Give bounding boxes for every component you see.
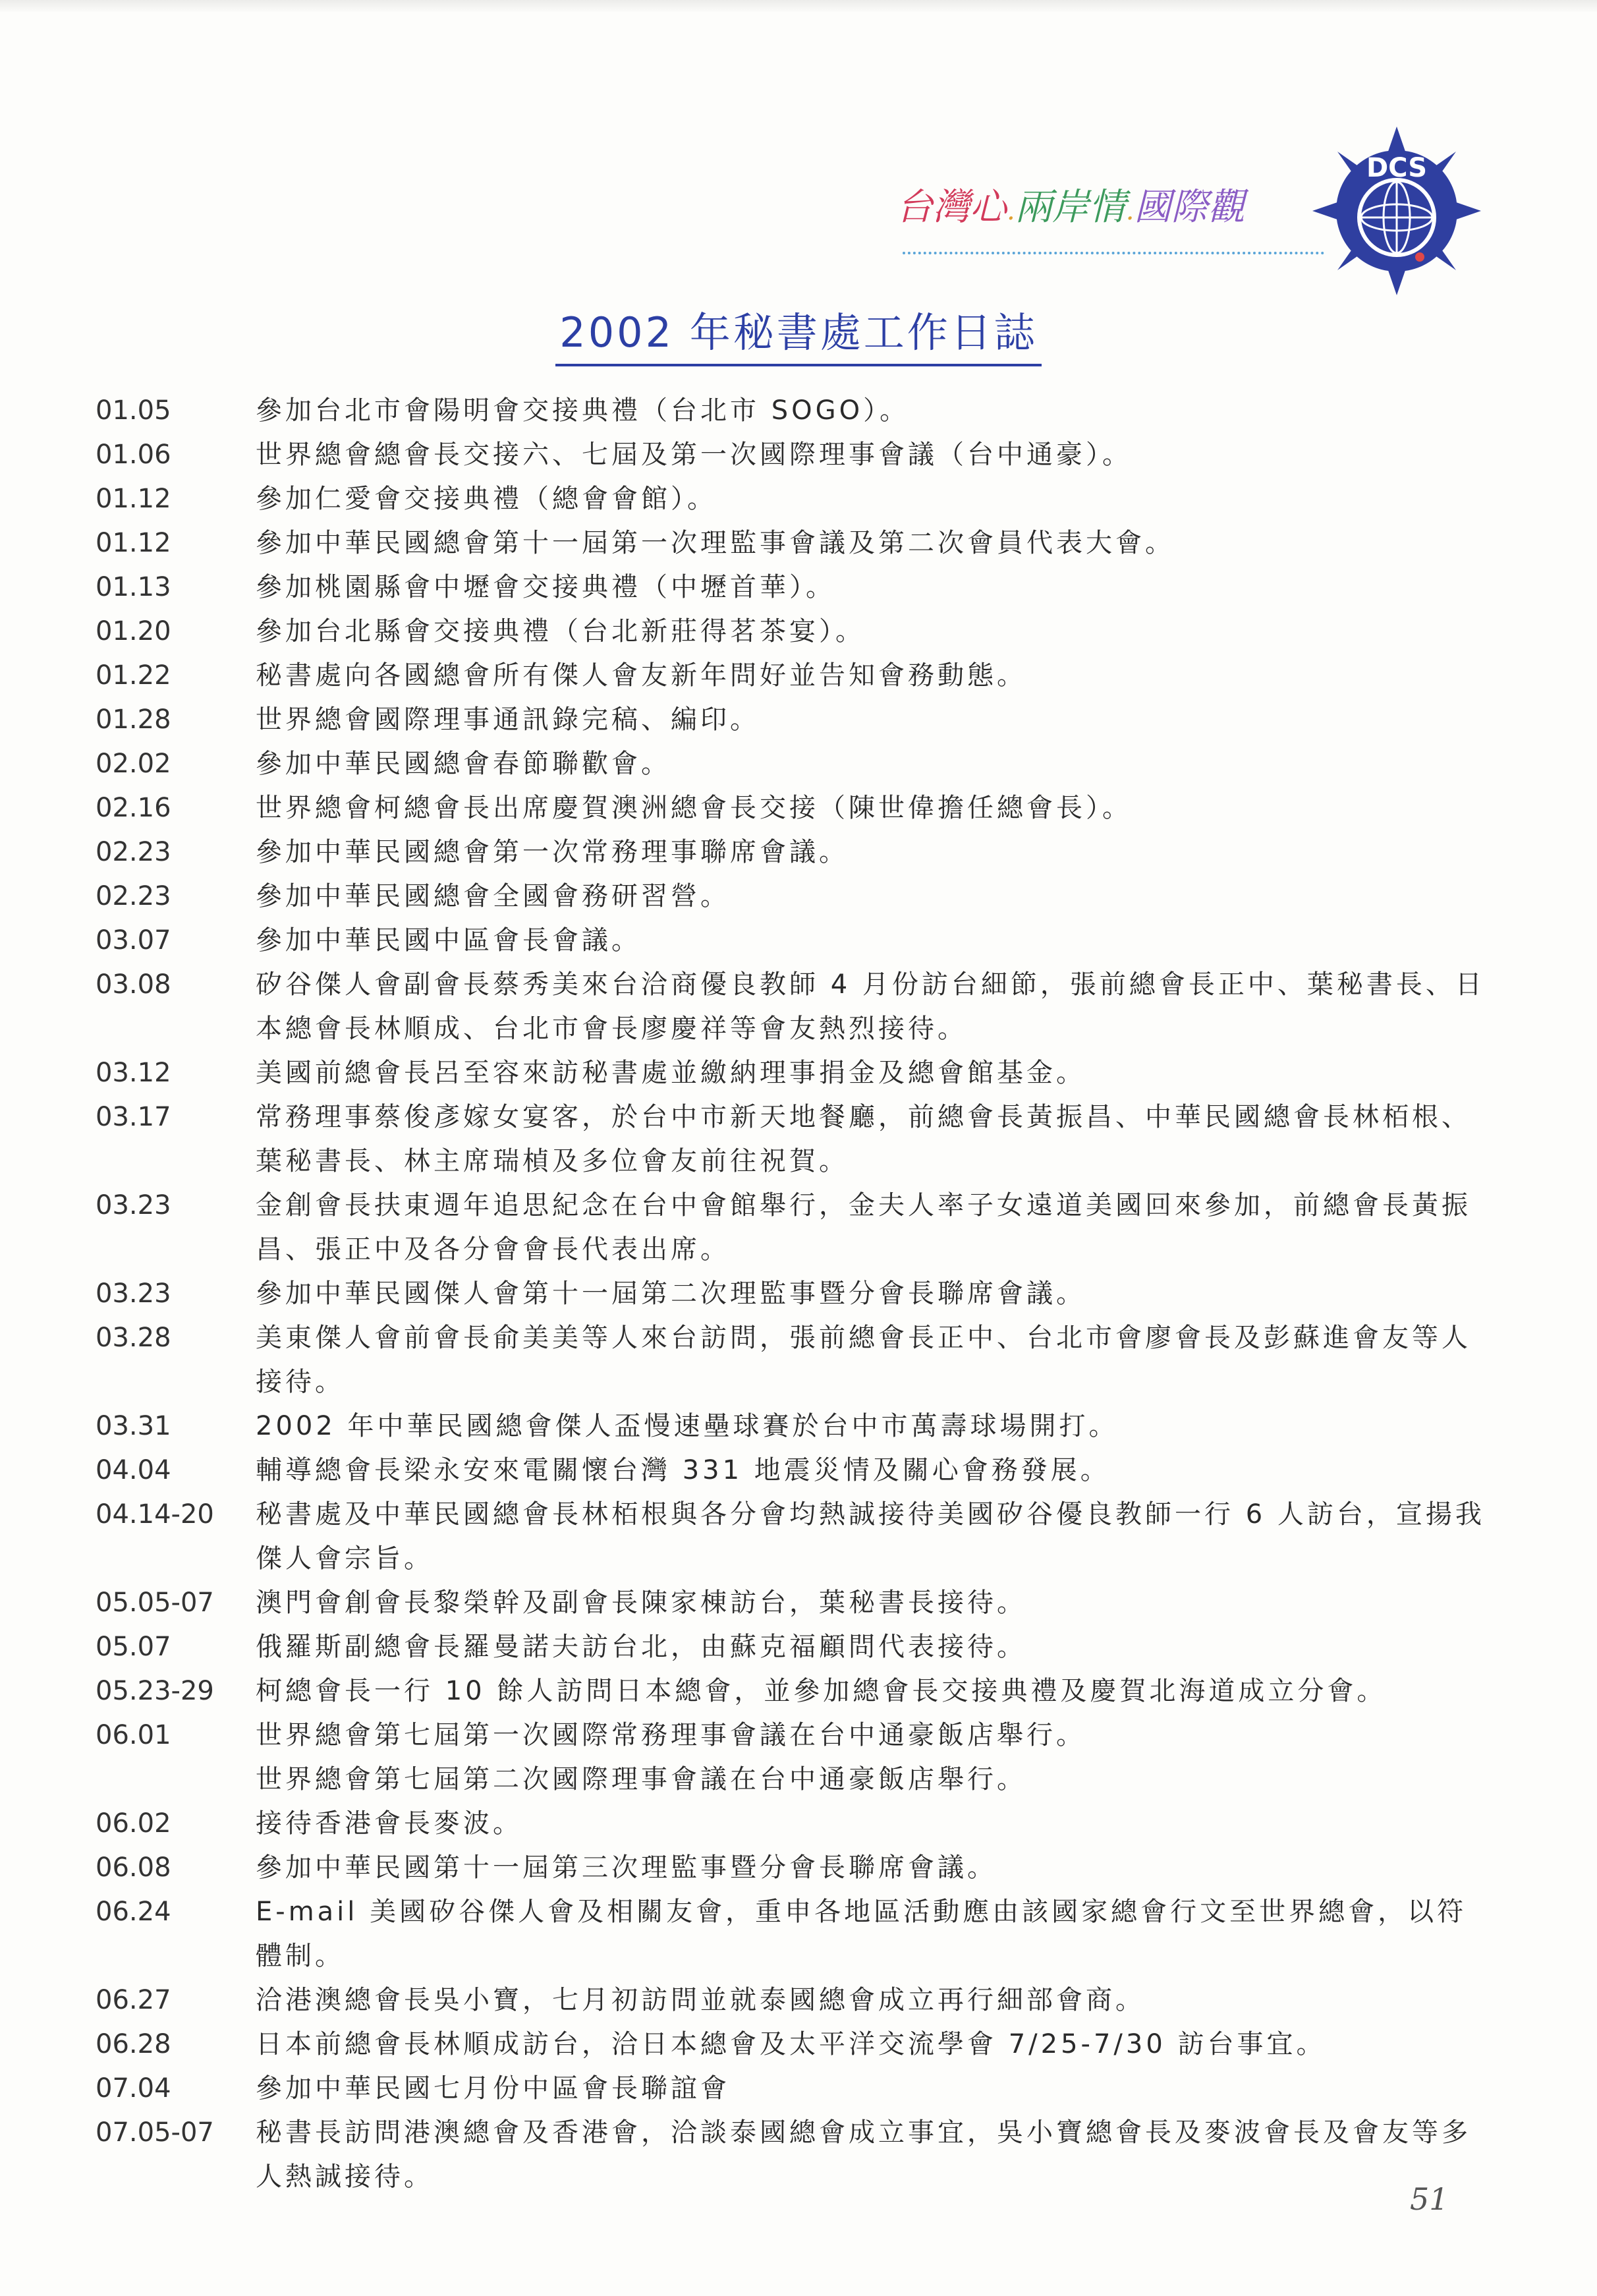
log-entry: [96, 1669, 1486, 1713]
entry-date: 03.23: [96, 1190, 171, 1220]
log-entry: [96, 1758, 1486, 1802]
page-title-text: 2002 年秘書處工作日誌: [555, 300, 1042, 366]
log-entry: [96, 1802, 1486, 1846]
entry-text: 參加中華民國總會全國會務研習營。: [256, 881, 730, 911]
entry-date: 03.23: [96, 1278, 171, 1309]
page-number: 51: [1410, 2181, 1449, 2217]
entry-text: 秘書長訪問港澳總會及香港會，洽談泰國總會成立事宜，吳小寶總會長及麥波會長及會友等多人熱誠接待。: [256, 2117, 1471, 2192]
log-entry: [96, 2067, 1486, 2111]
entry-text: 俄羅斯副總會長羅曼諾夫訪台北，由蘇克福顧問代表接待。: [256, 1632, 1026, 1662]
entry-text: 參加中華民國總會春節聯歡會。: [256, 749, 671, 779]
entry-text: 參加仁愛會交接典禮（總會會館）。: [256, 484, 717, 514]
entry-text: 參加台北縣會交接典禮（台北新莊得茗茶宴）。: [256, 616, 865, 646]
log-entry: [96, 654, 1486, 698]
entry-date: 02.23: [96, 881, 171, 911]
entry-date: 05.07: [96, 1632, 171, 1662]
entry-text: 世界總會第七屆第二次國際理事會議在台中通豪飯店舉行。: [256, 1764, 1026, 1794]
log-entry: [96, 830, 1486, 875]
log-entry: [96, 1449, 1486, 1493]
entry-text: 洽港澳總會長吳小寶，七月初訪問並就泰國總會成立再行細部會商。: [256, 1985, 1145, 2015]
entry-date: 05.05-07: [96, 1588, 214, 1618]
entry-date: 04.14-20: [96, 1499, 214, 1530]
entry-text: 參加中華民國傑人會第十一屆第二次理監事暨分會長聯席會議。: [256, 1278, 1086, 1309]
log-entry: [96, 1051, 1486, 1095]
entry-text: 日本前總會長林順成訪台，洽日本總會及太平洋交流學會 7/25-7/30 訪台事宜。: [256, 2029, 1326, 2059]
entry-text: 參加桃園縣會中壢會交接典禮（中壢首華）。: [256, 572, 835, 602]
page-header: [870, 99, 1528, 297]
entry-date: 06.28: [96, 2029, 171, 2059]
entry-date: 01.28: [96, 704, 171, 735]
entry-date: 06.08: [96, 1852, 171, 1883]
entry-date: 01.13: [96, 572, 171, 602]
log-entry: [96, 389, 1486, 433]
entry-date: 06.27: [96, 1985, 171, 2015]
entry-text: 世界總會柯總會長出席慶賀澳洲總會長交接（陳世偉擔任總會長）。: [256, 793, 1132, 823]
entry-date: 03.07: [96, 925, 171, 956]
entry-date: 04.04: [96, 1455, 171, 1485]
entry-date: 03.31: [96, 1411, 171, 1441]
entry-date: 01.20: [96, 616, 171, 646]
entry-text: 矽谷傑人會副會長蔡秀美來台洽商優良教師 4 月份訪台細節，張前總會長正中、葉秘書長、日本總會長林順成、台北市會長廖慶祥等會友熱烈接待。: [256, 969, 1485, 1044]
log-entry: [96, 521, 1486, 565]
log-entry: [96, 477, 1486, 521]
entry-date: 01.05: [96, 395, 171, 426]
log-entry: [96, 875, 1486, 919]
entry-date: 07.05-07: [96, 2117, 214, 2148]
entry-text: 參加台北市會陽明會交接典禮（台北市 SOGO）。: [256, 395, 910, 426]
entry-date: 03.08: [96, 969, 171, 1000]
entry-text: 輔導總會長梁永安來電關懷台灣 331 地震災情及關心會務發展。: [256, 1455, 1110, 1485]
slogan-part-international: 國際觀: [1134, 186, 1245, 229]
entry-text: 金創會長扶東週年追思紀念在台中會館舉行，金夫人率子女遠道美國回來參加，前總會長黃振昌、張正中及各分會會長代表出席。: [256, 1190, 1471, 1265]
entry-text: 常務理事蔡俊彥嫁女宴客，於台中市新天地餐廳，前總會長黃振昌、中華民國總會長林栢根、葉秘書長、林主席瑞楨及多位會友前往祝賀。: [256, 1102, 1471, 1176]
log-entry: [96, 1625, 1486, 1669]
entry-date: 06.24: [96, 1897, 171, 1927]
entry-text: 秘書處向各國總會所有傑人會友新年問好並告知會務動態。: [256, 660, 1026, 691]
log-entry: [96, 1404, 1486, 1449]
entry-date: 03.12: [96, 1058, 171, 1088]
entry-text: 柯總會長一行 10 餘人訪問日本總會，並參加總會長交接典禮及慶賀北海道成立分會。: [256, 1676, 1387, 1706]
log-entry: [96, 1095, 1486, 1184]
entry-text: 世界總會第七屆第一次國際常務理事會議在台中通豪飯店舉行。: [256, 1720, 1086, 1750]
page-top-edge: [0, 0, 1597, 13]
log-entry: [96, 1846, 1486, 1890]
slogan-part-taiwan: 台灣心: [896, 186, 1007, 229]
entry-text: 秘書處及中華民國總會長林栢根與各分會均熱誠接待美國矽谷優良教師一行 6 人訪台，宣揚我傑人會宗旨。: [256, 1499, 1485, 1574]
log-entry: [96, 565, 1486, 610]
entry-text: 美國前總會長呂至容來訪秘書處並繳納理事捐金及總會館基金。: [256, 1058, 1086, 1088]
logo-text: DCS: [1366, 153, 1428, 183]
entry-text: 2002 年中華民國總會傑人盃慢速壘球賽於台中市萬壽球場開打。: [256, 1411, 1119, 1441]
entry-text: 參加中華民國總會第十一屆第一次理監事會議及第二次會員代表大會。: [256, 528, 1175, 558]
entry-text: 美東傑人會前會長俞美美等人來台訪問，張前總會長正中、台北市會廖會長及彭蘇進會友等人接待。: [256, 1323, 1471, 1397]
entry-text: 參加中華民國第十一屆第三次理監事暨分會長聯席會議。: [256, 1852, 997, 1883]
slogan-separator: .: [1125, 196, 1135, 226]
entry-date: 01.22: [96, 660, 171, 691]
entry-text: 參加中華民國中區會長會議。: [256, 925, 641, 956]
entry-text: 世界總會總會長交接六、七屆及第一次國際理事會議（台中通豪）。: [256, 440, 1132, 470]
entry-date: 05.23-29: [96, 1676, 214, 1706]
log-entry: [96, 919, 1486, 963]
entry-date: 07.04: [96, 2073, 171, 2104]
entry-date: 02.02: [96, 749, 171, 779]
entry-date: 06.01: [96, 1720, 171, 1750]
entry-text: E-mail 美國矽谷傑人會及相關友會，重申各地區活動應由該國家總會行文至世界總會，以符體制。: [256, 1897, 1467, 1971]
slogan: [896, 171, 1318, 270]
log-entry: [96, 1184, 1486, 1272]
log-entry: [96, 1272, 1486, 1316]
log-entry: [96, 1890, 1486, 1978]
log-entry: [96, 433, 1486, 477]
log-entry: [96, 963, 1486, 1051]
slogan-part-cross-strait: 兩岸情: [1015, 186, 1126, 229]
entry-text: 接待香港會長麥波。: [256, 1808, 522, 1839]
entry-text: 世界總會國際理事通訊錄完稿、編印。: [256, 704, 760, 735]
entry-date: 03.17: [96, 1102, 171, 1132]
log-entry: [96, 1493, 1486, 1581]
entry-date: 03.28: [96, 1323, 171, 1353]
log-entry: [96, 2023, 1486, 2067]
dcs-logo: [1311, 125, 1482, 297]
log-entry: [96, 610, 1486, 654]
entry-text: 參加中華民國七月份中區會長聯誼會: [256, 2073, 730, 2104]
work-log: [96, 389, 1486, 2199]
log-entry: [96, 1978, 1486, 2023]
log-entry: [96, 786, 1486, 830]
log-entry: [96, 698, 1486, 742]
log-entry: [96, 1316, 1486, 1404]
entry-date: 01.12: [96, 484, 171, 514]
entry-date: 06.02: [96, 1808, 171, 1839]
entry-date: 02.16: [96, 793, 171, 823]
log-entry: [96, 1581, 1486, 1625]
entry-date: 02.23: [96, 837, 171, 867]
slogan-separator: .: [1007, 196, 1015, 226]
log-entry: [96, 2111, 1486, 2199]
entry-text: 參加中華民國總會第一次常務理事聯席會議。: [256, 837, 849, 867]
entry-date: 01.06: [96, 440, 171, 470]
page-title: [0, 300, 1597, 366]
log-entry: [96, 742, 1486, 786]
entry-text: 澳門會創會長黎榮幹及副會長陳家棟訪台，葉秘書長接待。: [256, 1588, 1026, 1618]
slogan-underline: [903, 252, 1324, 254]
log-entry: [96, 1713, 1486, 1758]
entry-date: 01.12: [96, 528, 171, 558]
